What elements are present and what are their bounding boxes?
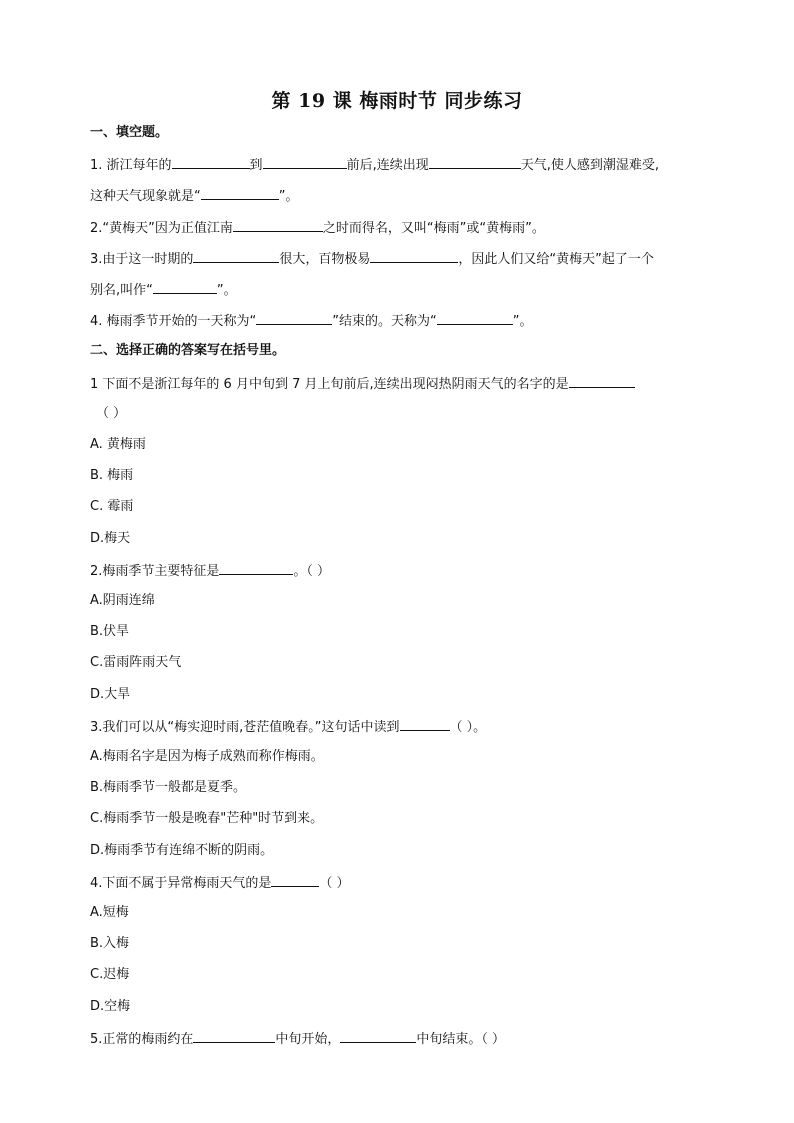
question-text: ”。 (512, 314, 533, 329)
question-text: 前后,连续出现 (346, 158, 429, 173)
option-c[interactable]: C.梅雨季节一般是晚春"芒种"时节到来。 (90, 811, 324, 826)
answer-blank[interactable] (263, 155, 347, 169)
question-1-1 (90, 155, 659, 175)
question-2-4 (90, 873, 350, 893)
answer-parentheses[interactable]: （ ） (96, 406, 127, 421)
question-text: 5.正常的梅雨约在 (90, 1032, 194, 1047)
question-text: ，因此人们又给“黄梅天”起了一个 (458, 252, 654, 267)
option-d[interactable]: D.梅天 (90, 531, 131, 546)
question-1-3 (90, 249, 654, 269)
question-text: 这种天气现象就是“ (90, 189, 201, 204)
answer-blank[interactable] (400, 717, 450, 731)
question-text: 2.“黄梅天”因为正值江南 (90, 221, 233, 236)
answer-blank[interactable] (193, 1029, 275, 1043)
answer-parentheses[interactable]: 。（ ） (293, 564, 331, 579)
question-2-2 (90, 561, 330, 581)
option-b[interactable]: B.梅雨季节一般都是夏季。 (90, 780, 247, 795)
option-d[interactable]: D.大旱 (90, 687, 131, 702)
answer-blank[interactable] (153, 280, 217, 294)
question-1-4 (90, 311, 533, 331)
answer-blank[interactable] (569, 374, 635, 388)
question-2-3 (90, 717, 486, 737)
answer-blank[interactable] (340, 1029, 416, 1043)
answer-blank[interactable] (271, 873, 319, 887)
answer-blank[interactable] (429, 155, 521, 169)
question-text: 2.梅雨季节主要特征是 (90, 564, 220, 579)
answer-parentheses[interactable]: （ ）。 (449, 720, 487, 735)
question-text: ”结束的。天称为“ (332, 314, 437, 329)
option-b[interactable]: B.伏旱 (90, 624, 130, 639)
answer-blank[interactable] (172, 155, 250, 169)
answer-parentheses[interactable]: （ ） (319, 876, 350, 891)
question-text: 到 (249, 158, 263, 173)
option-d[interactable]: D.梅雨季节有连绵不断的阴雨。 (90, 843, 274, 858)
question-text: 别名,叫作“ (90, 283, 153, 298)
option-b[interactable]: B. 梅雨 (90, 468, 134, 483)
question-text: 1. 浙江每年的 (90, 158, 172, 173)
answer-blank[interactable] (437, 311, 513, 325)
question-2-5 (90, 1029, 505, 1049)
question-text: ”。 (278, 189, 299, 204)
question-text: 天气,使人感到潮湿难受, (520, 158, 659, 173)
question-text: 1 下面不是浙江每年的 6 月中旬到 7 月上旬前后,连续出现闷热阴雨天气的名字的是 (90, 377, 569, 392)
question-text: 中旬开始， (275, 1032, 341, 1047)
option-a[interactable]: A.短梅 (90, 905, 129, 920)
question-text: ”。 (216, 283, 237, 298)
option-a[interactable]: A. 黄梅雨 (90, 437, 146, 452)
section-heading-fill-blank: 一、填空题。 (90, 125, 169, 140)
option-d[interactable]: D.空梅 (90, 999, 131, 1014)
option-a[interactable]: A.阴雨连绵 (90, 593, 155, 608)
answer-blank[interactable] (370, 249, 458, 263)
answer-blank[interactable] (201, 186, 279, 200)
option-a[interactable]: A.梅雨名字是因为梅子成熟而称作梅雨。 (90, 749, 324, 764)
question-text: 3.我们可以从“梅实迎时雨,苍茫值晚春。”这句话中读到 (90, 720, 400, 735)
question-2-1 (90, 374, 635, 394)
question-text: 中旬结束。（ ） (416, 1032, 506, 1047)
question-1-1-line2 (90, 186, 299, 206)
option-c[interactable]: C.迟梅 (90, 967, 130, 982)
option-c[interactable]: C. 霉雨 (90, 499, 134, 514)
page-title: 第 19 课 梅雨时节 同步练习 (271, 90, 523, 112)
question-text: 之时而得名，又叫“梅雨”或“黄梅雨”。 (322, 221, 545, 236)
section-heading-multiple-choice: 二、选择正确的答案写在括号里。 (90, 343, 286, 358)
option-b[interactable]: B.入梅 (90, 936, 130, 951)
question-1-2 (90, 218, 545, 238)
answer-blank[interactable] (233, 218, 323, 232)
question-text: 3.由于这一时期的 (90, 252, 194, 267)
question-text: 4. 梅雨季节开始的一天称为“ (90, 314, 257, 329)
option-c[interactable]: C.雷雨阵雨天气 (90, 655, 182, 670)
question-text: 很大，百物极易 (279, 252, 371, 267)
answer-blank[interactable] (193, 249, 279, 263)
answer-blank[interactable] (256, 311, 332, 325)
answer-blank[interactable] (219, 561, 293, 575)
question-1-3-line2 (90, 280, 237, 300)
question-text: 4.下面不属于异常梅雨天气的是 (90, 876, 272, 891)
